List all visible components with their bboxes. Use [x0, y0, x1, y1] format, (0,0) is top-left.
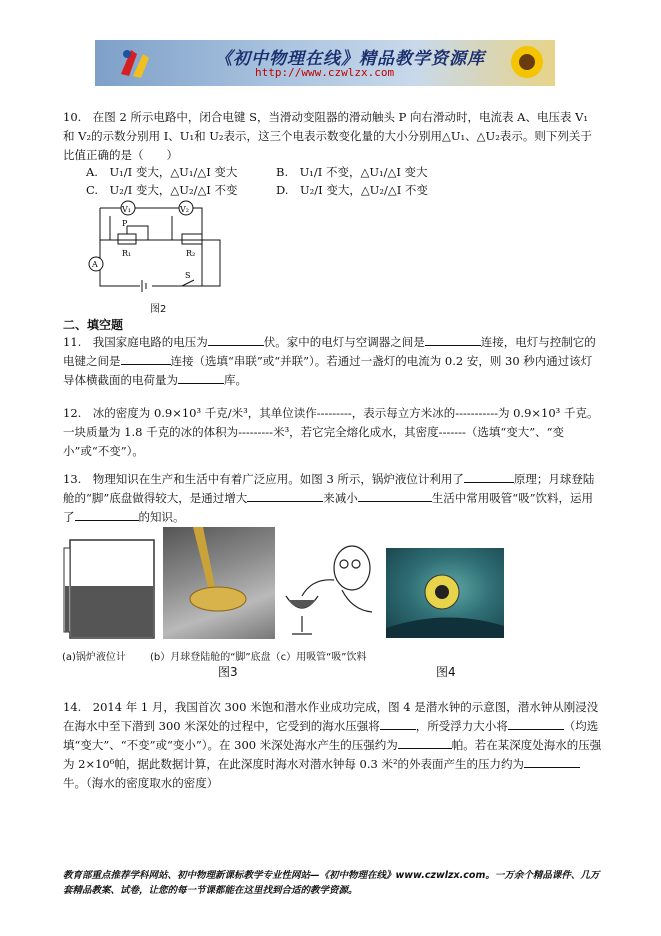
question-10-stem: 10. 在图 2 所示电路中，闭合电键 S，当滑动变阻器的滑动触头 P 向右滑动时，电流表 A、电压表 V₁ 和 V₂的示数分别用 I、U₁和 U₂表示，这三个电表示数变化量的大小分别用△U₁、△U₂表示。则下列关于比值正确的是（ ）	[63, 110, 592, 162]
q14-text-2: ，所受浮力大小将	[415, 719, 508, 733]
figure-3-label: 图3	[218, 665, 238, 679]
circuit-label-v2: V₂	[180, 205, 189, 214]
banner-url: http://www.czwlzx.com	[255, 66, 395, 79]
diving-bell-photo	[386, 548, 504, 638]
figure-4-label: 图4	[436, 665, 456, 679]
circuit-label-r2: R₂	[186, 249, 196, 258]
q14-text-5: 牛。（海水的密度取水的密度）	[63, 776, 219, 790]
q11-text-1: 11. 我国家庭电路的电压为	[63, 335, 208, 349]
circuit-label-a: A	[92, 260, 98, 269]
circuit-label-v1: V₁	[122, 205, 131, 214]
figure-3a-caption: (a)锅炉液位计	[62, 652, 126, 663]
q14-blank-1[interactable]	[380, 717, 416, 730]
q13-text-5: 的知识。	[138, 510, 185, 524]
q11-text-3: 连接，电灯与控制它的电键之间是	[63, 335, 596, 368]
q10-option-a: A. U₁/I 变大，△U₁/△I 变大	[86, 165, 238, 179]
q11-text-4: 连接（选填“串联”或“并联”）。若通过一盏灯的电流为 0.2 安，则 30 秒内通过该灯导体横截面的电荷量为	[63, 354, 593, 387]
question-14	[63, 698, 603, 793]
q11-blank-1[interactable]	[208, 333, 264, 346]
circuit-label-r1: R₁	[122, 249, 132, 258]
q10-option-d: D. U₂/I 变大，△U₂/△I 不变	[276, 183, 428, 197]
straw-drinking-figure	[282, 540, 382, 640]
q13-text-4: 生活中常用吸管“吸”饮料，运用了	[63, 491, 594, 524]
q11-blank-4[interactable]	[178, 371, 224, 384]
circuit-label-p: P	[122, 219, 128, 228]
q14-blank-2[interactable]	[508, 717, 564, 730]
q10-option-b: B. U₁/I 不变，△U₁/△I 变大	[276, 165, 428, 179]
q13-blank-2[interactable]	[247, 489, 323, 502]
q13-text-2: 原理；月球登陆舱的“脚”底盘做得较大，是通过增大	[63, 472, 595, 505]
boiler-gauge-figure	[62, 534, 158, 642]
q11-text-5: 库。	[224, 373, 247, 387]
question-12: 12. 冰的密度为 0.9×10³ 千克/米³，其单位读作---------，表示每立方米冰的-----------为 0.9×10³ 千克。一块质量为 1.8 千克的冰的体积为---------米³，若它完全熔化成水，其密度-------（选填“变大”、“变小”或“不变”）。	[63, 406, 599, 458]
q13-blank-3[interactable]	[358, 489, 432, 502]
q13-blank-4[interactable]	[75, 508, 139, 521]
lunar-lander-photo	[163, 527, 275, 639]
question-11	[63, 333, 603, 390]
circuit-diagram	[82, 196, 232, 316]
q11-blank-2[interactable]	[425, 333, 481, 346]
q11-blank-3[interactable]	[121, 352, 171, 365]
figure-3bc-caption: (b）月球登陆舱的“脚”底盘（c）用吸管“吸”饮料	[150, 652, 367, 663]
q14-text-1: 14. 2014 年 1 月，我国首次 300 米饱和潜水作业成功完成，图 4 是潜水钟的示意图，潜水钟从刚浸没在海水中至下潜到 300 米深处的过程中，它受到的海水压强将	[63, 700, 599, 733]
section-title: 二、填空题	[63, 318, 124, 332]
q10-option-c: C. U₂/I 变大，△U₂/△I 不变	[86, 183, 238, 197]
sunflower-icon	[503, 42, 551, 84]
q14-text-4: 帕。若在某深度处海水的压强为 2×10⁶帕，据此数据计算，在此深度时海水对潜水钟每 0.3 米²的外表面产生的压力约为	[63, 738, 602, 771]
banner-title: 《初中物理在线》精品教学资源库	[215, 49, 485, 69]
q14-text-3: （均选填“变大”、“不变”或“变小”）。在 300 米深处海水产生的压强约为	[63, 719, 599, 752]
question-13	[63, 470, 603, 527]
q13-text-1: 13. 物理知识在生产和生活中有着广泛应用。如图 3 所示，锅炉液位计利用了	[63, 472, 464, 486]
page-footer: 教育部重点推荐学科网站、初中物理新课标教学专业性网站—《初中物理在线》www.czwlzx.com。一万余个精品课件、几万套精品教案、试卷，让您的每一节课都能在这里找到合适的教学资源。	[63, 870, 600, 896]
site-logo-icon	[115, 44, 155, 82]
q11-text-2: 伏。家中的电灯与空调器之间是	[263, 335, 425, 349]
q14-blank-3[interactable]	[398, 736, 452, 749]
figure-2-caption: 图2	[150, 304, 167, 315]
circuit-label-s: S	[185, 271, 191, 280]
header-banner	[95, 40, 555, 86]
q13-blank-1[interactable]	[464, 470, 514, 483]
q13-text-3: 来减小	[323, 491, 358, 505]
q14-blank-4[interactable]	[524, 755, 580, 768]
